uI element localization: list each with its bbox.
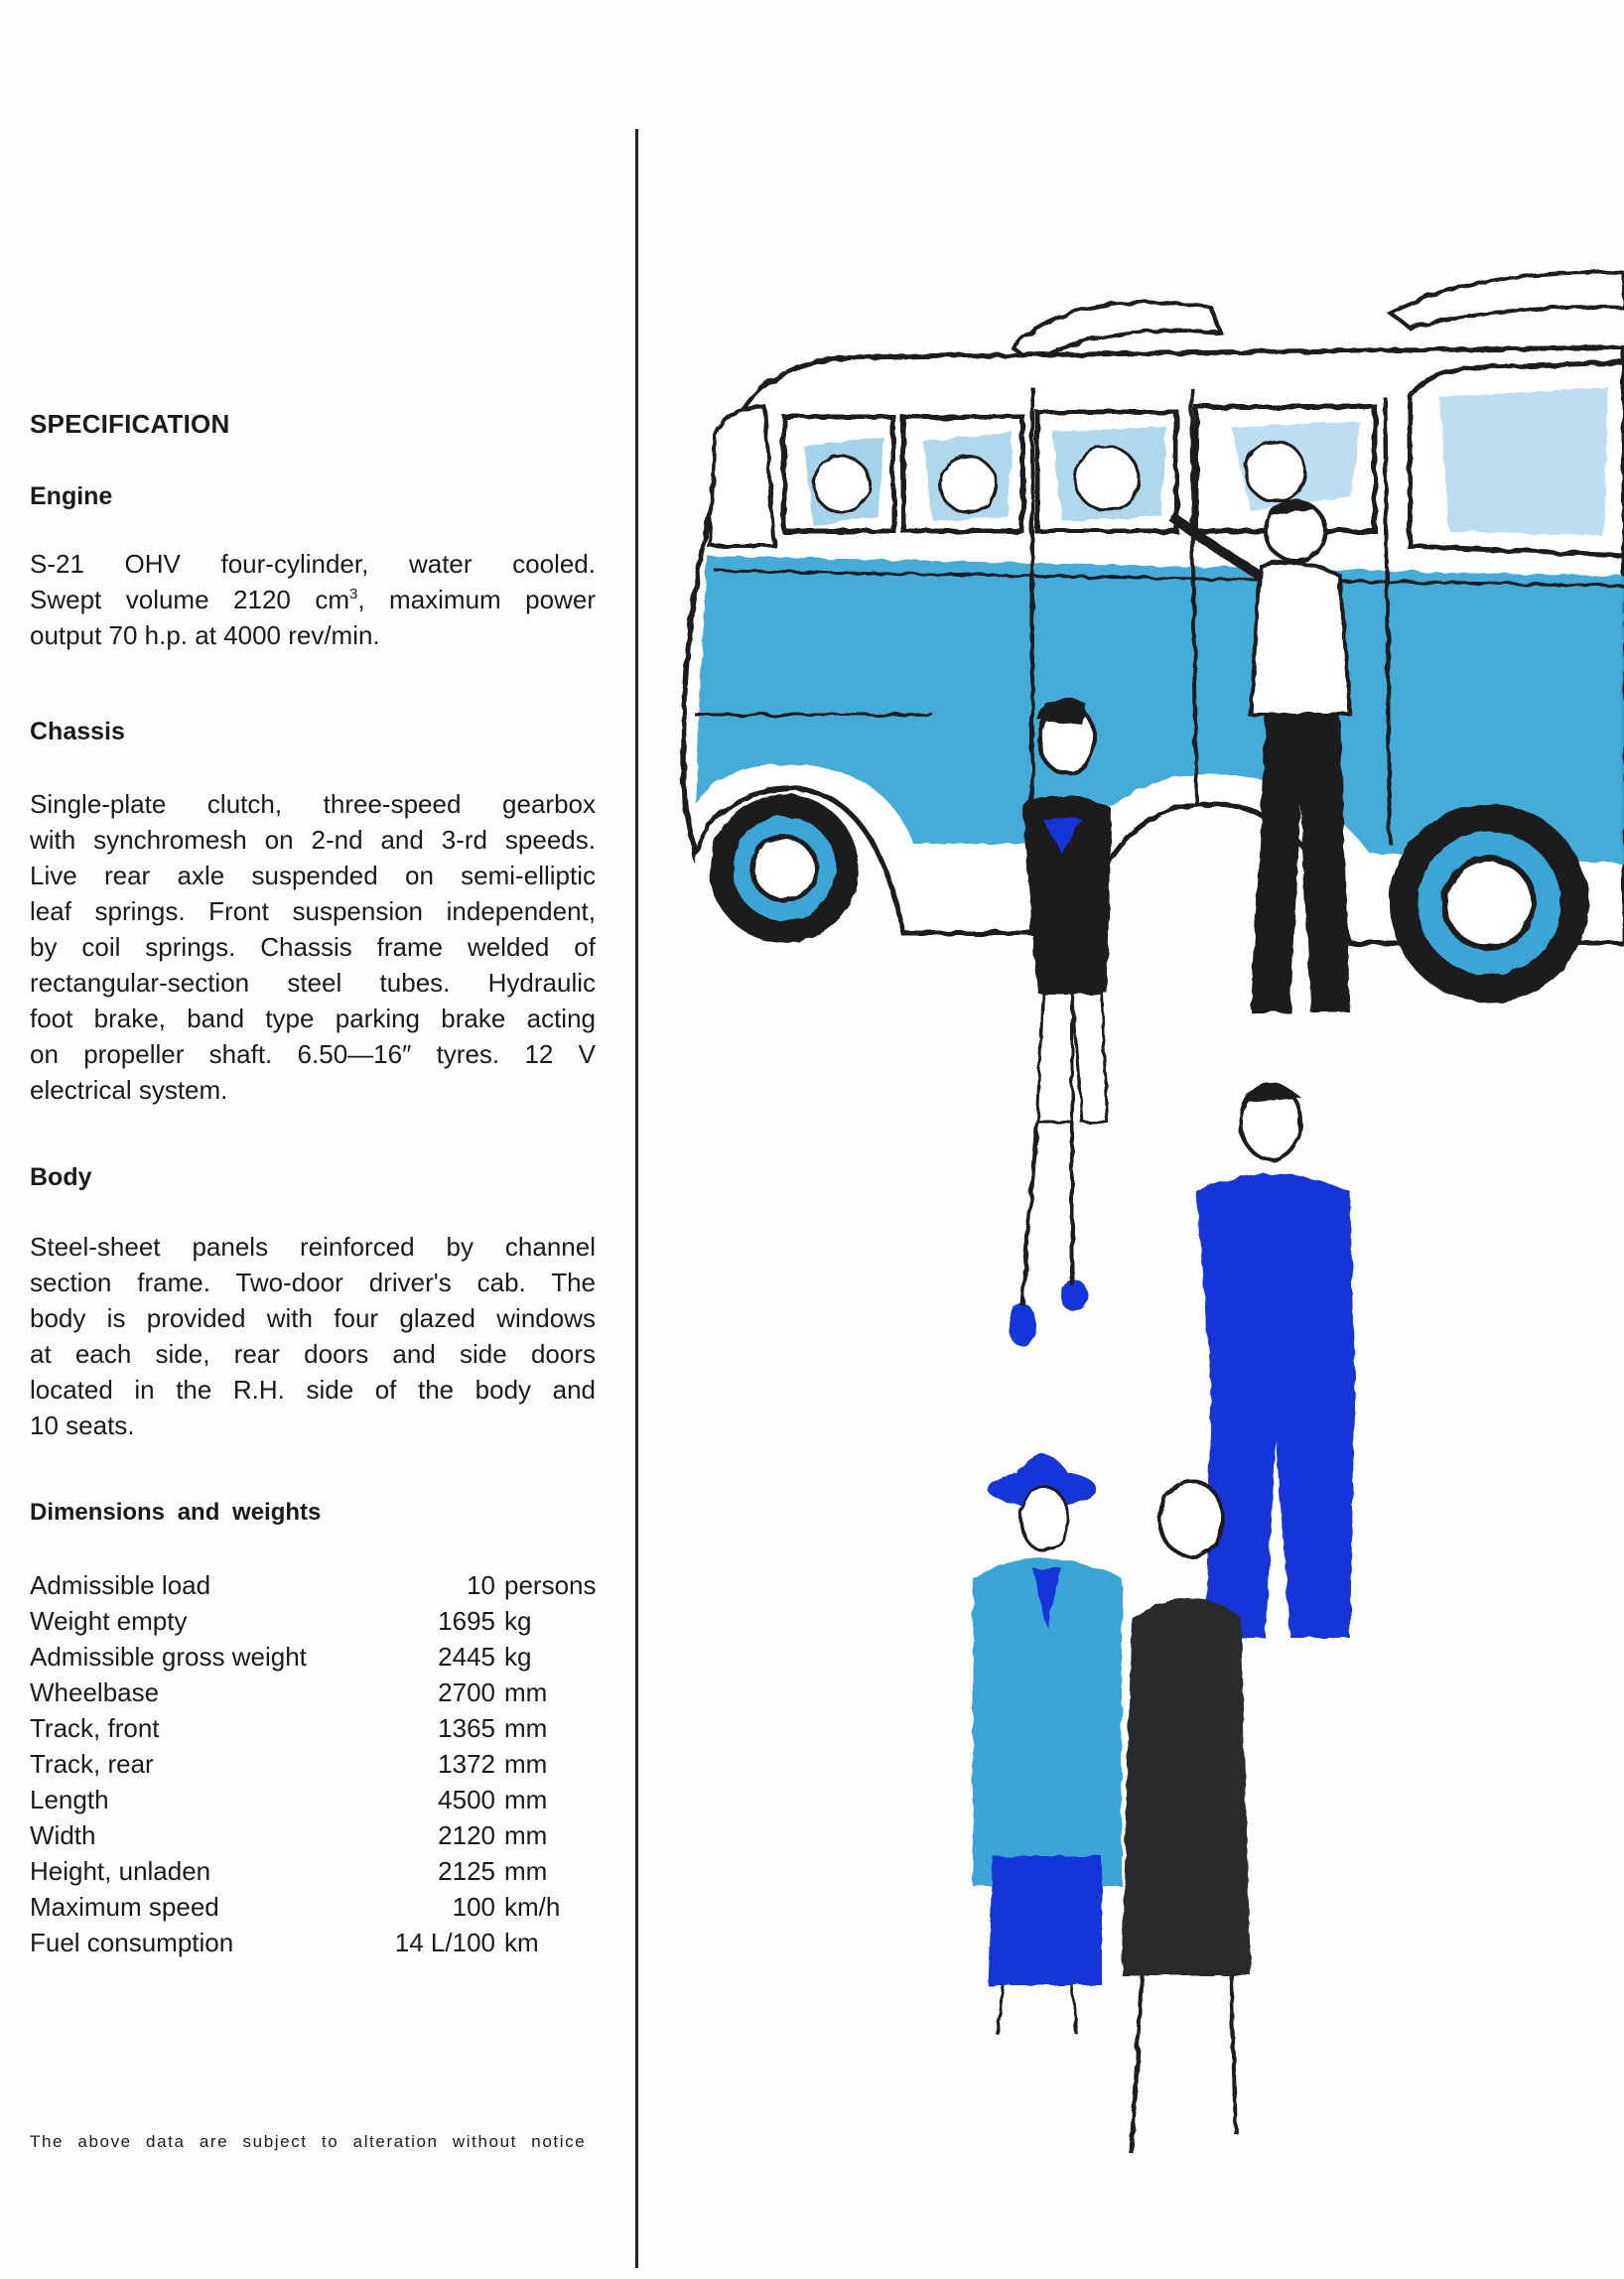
woman-in-hat-figure xyxy=(973,1454,1122,2035)
engine-line: S-21 OHV four-cylinder, water cooled. xyxy=(30,549,596,579)
dimension-label: Track, front xyxy=(30,1713,160,1743)
chassis-line: electrical system. xyxy=(30,1075,228,1105)
dimension-row xyxy=(30,1817,606,1853)
dimension-unit: mm xyxy=(504,1713,548,1743)
dimension-label: Wheelbase xyxy=(30,1677,160,1707)
dimension-value: 4500 xyxy=(438,1785,495,1814)
dimension-unit: mm xyxy=(504,1785,548,1814)
dimensions-heading: Dimensions and weights xyxy=(30,1499,322,1526)
dimension-label: Width xyxy=(30,1820,96,1850)
chassis-line: Live rear axle suspended on semi-elliptic xyxy=(30,861,596,890)
dimension-unit: km/h xyxy=(504,1892,561,1922)
dimension-row xyxy=(30,1889,606,1925)
dimension-value: 1695 xyxy=(438,1606,495,1636)
body-line: Steel-sheet panels reinforced by channel xyxy=(30,1232,596,1262)
dimension-value: 1365 xyxy=(438,1713,495,1743)
dimension-label: Fuel consumption xyxy=(30,1928,234,1957)
chassis-line: foot brake, band type parking brake acting xyxy=(30,1004,596,1033)
body-text xyxy=(30,1229,596,1443)
chassis-line: rectangular-section steel tubes. Hydraulic xyxy=(30,968,596,998)
dimension-row xyxy=(30,1853,606,1889)
dimension-row xyxy=(30,1603,606,1639)
dimension-unit: mm xyxy=(504,1749,548,1779)
column-divider xyxy=(635,129,638,2268)
dimension-value: 2700 xyxy=(438,1677,495,1707)
body-heading: Body xyxy=(30,1163,92,1191)
dimension-row xyxy=(30,1782,606,1817)
dimension-row xyxy=(30,1675,606,1710)
chassis-line: by coil springs. Chassis frame welded of xyxy=(30,932,596,962)
dimension-unit: mm xyxy=(504,1856,548,1886)
body-line: body is provided with four glazed windows xyxy=(30,1303,596,1333)
engine-heading: Engine xyxy=(30,482,113,510)
dimension-value: 100 xyxy=(452,1892,495,1922)
chassis-line: with synchromesh on 2-nd and 3-rd speeds. xyxy=(30,825,596,855)
body-line: located in the R.H. side of the body and xyxy=(30,1375,596,1405)
engine-line: output 70 h.p. at 4000 rev/min. xyxy=(30,620,380,650)
dimension-value: 1372 xyxy=(438,1749,495,1779)
body-line: at each side, rear doors and side doors xyxy=(30,1339,596,1369)
dimension-value: 2120 xyxy=(438,1820,495,1850)
dimension-unit: kg xyxy=(504,1642,532,1672)
dimension-value: 10 xyxy=(467,1570,495,1600)
alteration-notice: The above data are subject to alteration without notice xyxy=(30,2132,587,2151)
dimension-row xyxy=(30,1925,606,1960)
body-line: 10 seats. xyxy=(30,1410,135,1440)
engine-text xyxy=(30,546,596,653)
dimension-row xyxy=(30,1746,606,1782)
minibus xyxy=(684,273,1624,1004)
dimension-label: Track, rear xyxy=(30,1749,154,1779)
dimension-row xyxy=(30,1567,606,1603)
body-line: section frame. Two-door driver's cab. The xyxy=(30,1268,596,1297)
dimension-value: 14 L/100 xyxy=(394,1928,495,1957)
chassis-text xyxy=(30,786,596,1108)
dimension-label: Length xyxy=(30,1785,109,1814)
dimension-value: 2125 xyxy=(438,1856,495,1886)
dimension-label: Height, unladen xyxy=(30,1856,211,1886)
chassis-heading: Chassis xyxy=(30,718,125,745)
dimension-unit: mm xyxy=(504,1820,548,1850)
dimension-label: Maximum speed xyxy=(30,1892,219,1922)
dimension-value: 2445 xyxy=(438,1642,495,1672)
minibus-illustration xyxy=(655,248,1624,2273)
dimension-label: Admissible load xyxy=(30,1570,211,1600)
man-in-blue-figure xyxy=(1196,1083,1355,1638)
dimension-unit: mm xyxy=(504,1677,548,1707)
chassis-line: leaf springs. Front suspension independent, xyxy=(30,896,596,926)
dimension-label: Admissible gross weight xyxy=(30,1642,307,1672)
dimension-row xyxy=(30,1710,606,1746)
dimension-unit: km xyxy=(504,1928,539,1957)
dimension-unit: persons xyxy=(504,1570,597,1600)
dimension-unit: kg xyxy=(504,1606,532,1636)
dimension-row xyxy=(30,1639,606,1675)
page-title: SPECIFICATION xyxy=(30,409,230,439)
chassis-line: on propeller shaft. 6.50—16″ tyres. 12 V xyxy=(30,1039,596,1069)
dimension-label: Weight empty xyxy=(30,1606,188,1636)
dimensions-table xyxy=(30,1567,606,1960)
engine-swept-line: Swept volume 2120 $cm^3$, maximum power xyxy=(30,585,596,614)
chassis-line: Single-plate clutch, three-speed gearbox xyxy=(30,789,596,819)
